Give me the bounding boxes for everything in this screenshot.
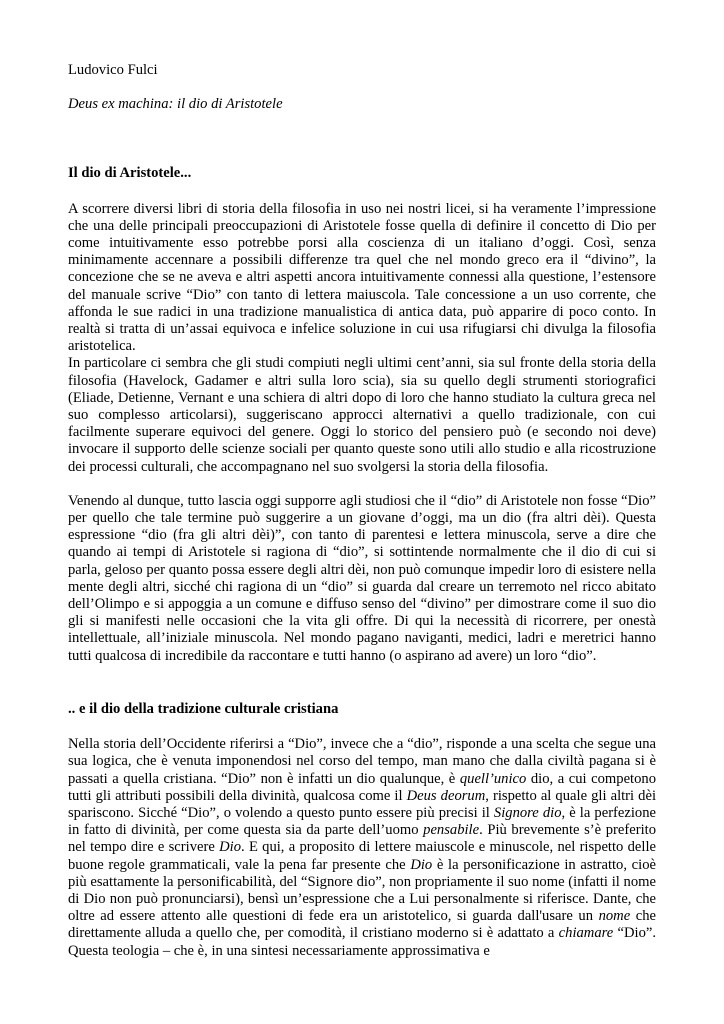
italic-term: chiamare — [558, 925, 614, 942]
paragraph: In particolare ci sembra che gli studi compiuti negli ultimi cent’anni, sia sul fronte della storia della filosofia (Havelock, Gadamer e altri sulla loro scia), sia su quello degli strumenti storiografici (Eliade, Detienne, Vernant e una schiera di altri dopo di loro che hanno studiato la cultura greca nel suo complesso articolarsi), suggeriscano approcci alternativi a quello tradizionale, con cui facilmente superare equivoci del genere. Oggi lo storico del pensiero può (e secondo noi deve) invocare il supporto delle scienze sociali per quanto queste sono utili allo studio e alla ricostruzione dei processi culturali, che accompagnano nel suo svolgersi la storia della filosofia. — [68, 355, 656, 475]
italic-term: nome — [598, 908, 631, 925]
text-run: dio, a cui competono tutti gli attributi possibili della divinità, qualcosa come il — [68, 770, 656, 804]
paragraph: Venendo al dunque, tutto lascia oggi supporre agli studiosi che il “dio” di Aristotele non fosse “Dio” per quello che tale termine può suggerire a un giovane d’oggi, ma un dio (fra altri dèi). Questa espressione “dio (fra gli altri dèi)”, con tanto di parentesi e lettera minuscola, serve a dire che quando ai tempi di Aristotele si ragiona di “dio”, si sottintende normalmente che il dio di cui si parla, geloso per quanto possa essere degli altri dèi, non può comunque impedir loro di esistere nella mente degli altri, sicché chi ragiona di un “dio” si guarda dal creare un terremoto nel ricco abitato dell’Olimpo e si appoggia a un comune e diffuso senso del “divino” per dimostrare come il suo dio gli si manifesti nelle occasioni che la vita gli offre. Di qui la necessità di ricorrere, per onestà intellettuale, all’iniziale minuscola. Nel mondo pagano naviganti, medici, ladri e meretrici hanno tutti qualcosa di incredibile da raccontare e tutti hanno (o aspirano ad avere) un loro “dio”. — [68, 492, 656, 664]
text-run: che direttamente alluda a quello che, per comodità, il cristiano moderno si è adattato a — [68, 908, 656, 942]
italic-term: pensabile — [423, 822, 480, 839]
document-page — [68, 62, 656, 960]
text-run: “Dio”. Questa teologia – che è, in una sintesi necessariamente approssimativa e — [68, 925, 656, 959]
section-heading-christian: .. e il dio della tradizione culturale cristiana — [68, 700, 339, 717]
text-run: . Più brevemente s’è preferito nel tempo dire e scrivere — [68, 822, 656, 856]
text-run: , è la perfezione in fatto di divinità, per come questa sia da parte dell’uomo — [68, 804, 656, 839]
italic-term: Dio — [219, 839, 241, 856]
section-heading-aristotle: Il dio di Aristotele... — [68, 165, 192, 182]
text-run: Nella storia dell’Occidente riferirsi a “Dio”, invece che a “dio”, risponde a una scelta che segue una sua logica, che è venuta imponendosi nel corso del tempo, man mano che dalla civiltà pagana si è passati a quella cristiana. “Dio” non è infatti un dio qualunque, è — [68, 736, 656, 787]
author-name: Ludovico Fulci — [68, 62, 158, 78]
italic-term: quell’unico — [459, 770, 527, 787]
italic-term: Dio — [410, 856, 433, 873]
text-run: , rispetto al quale gli altri dèi spariscono. Sicché “Dio”, o volendo a questo punto essere più precisi il — [68, 787, 656, 821]
paragraph: A scorrere diversi libri di storia della filosofia in uso nei nostri licei, si ha veramente l’impressione che una delle principali preoccupazioni di Aristotele fosse quella di definire il concetto di Dio per come intuitivamente esso potrebbe porsi alla coscienza di un italiano d’oggi. Così, senza minimamente accennare a possibili differenze tra quel che nel mondo greco era il “divino”, la concezione che se ne aveva e altri aspetti ancora intuitivamente connessi alla questione, l’estensore del manuale scrive “Dio” con tanto di lettera maiuscola. Tale concessione a un uso corrente, che affonda le sue radici in una tradizione manualistica di antica data, può apparire di poco conto. In realtà si tratta di un’assai equivoca e infelice soluzione in cui usa rifugiarsi chi divulga la filosofia aristotelica. — [68, 200, 656, 355]
text-run: è la personificazione in astratto, cioè più esattamente la personificabilità, del “Signore dio”, non propriamente il suo nome (infatti il nome di Dio non può pronunciarsi), bensì un’espressione che a Lui personalmente si riferisce. Dante, che oltre ad essere attento alle questioni di fede era un aristotelico, si guarda dall'usare un — [68, 856, 656, 925]
paragraph — [68, 736, 656, 960]
text-run: . E qui, a proposito di lettere maiuscole e minuscole, nel rispetto delle buone regole grammaticali, vale la pena far presente che — [68, 839, 656, 873]
document-title: Deus ex machina: il dio di Aristotele — [68, 96, 283, 113]
italic-term: Deus deorum — [406, 787, 486, 804]
italic-term: Signore dio — [493, 804, 562, 821]
